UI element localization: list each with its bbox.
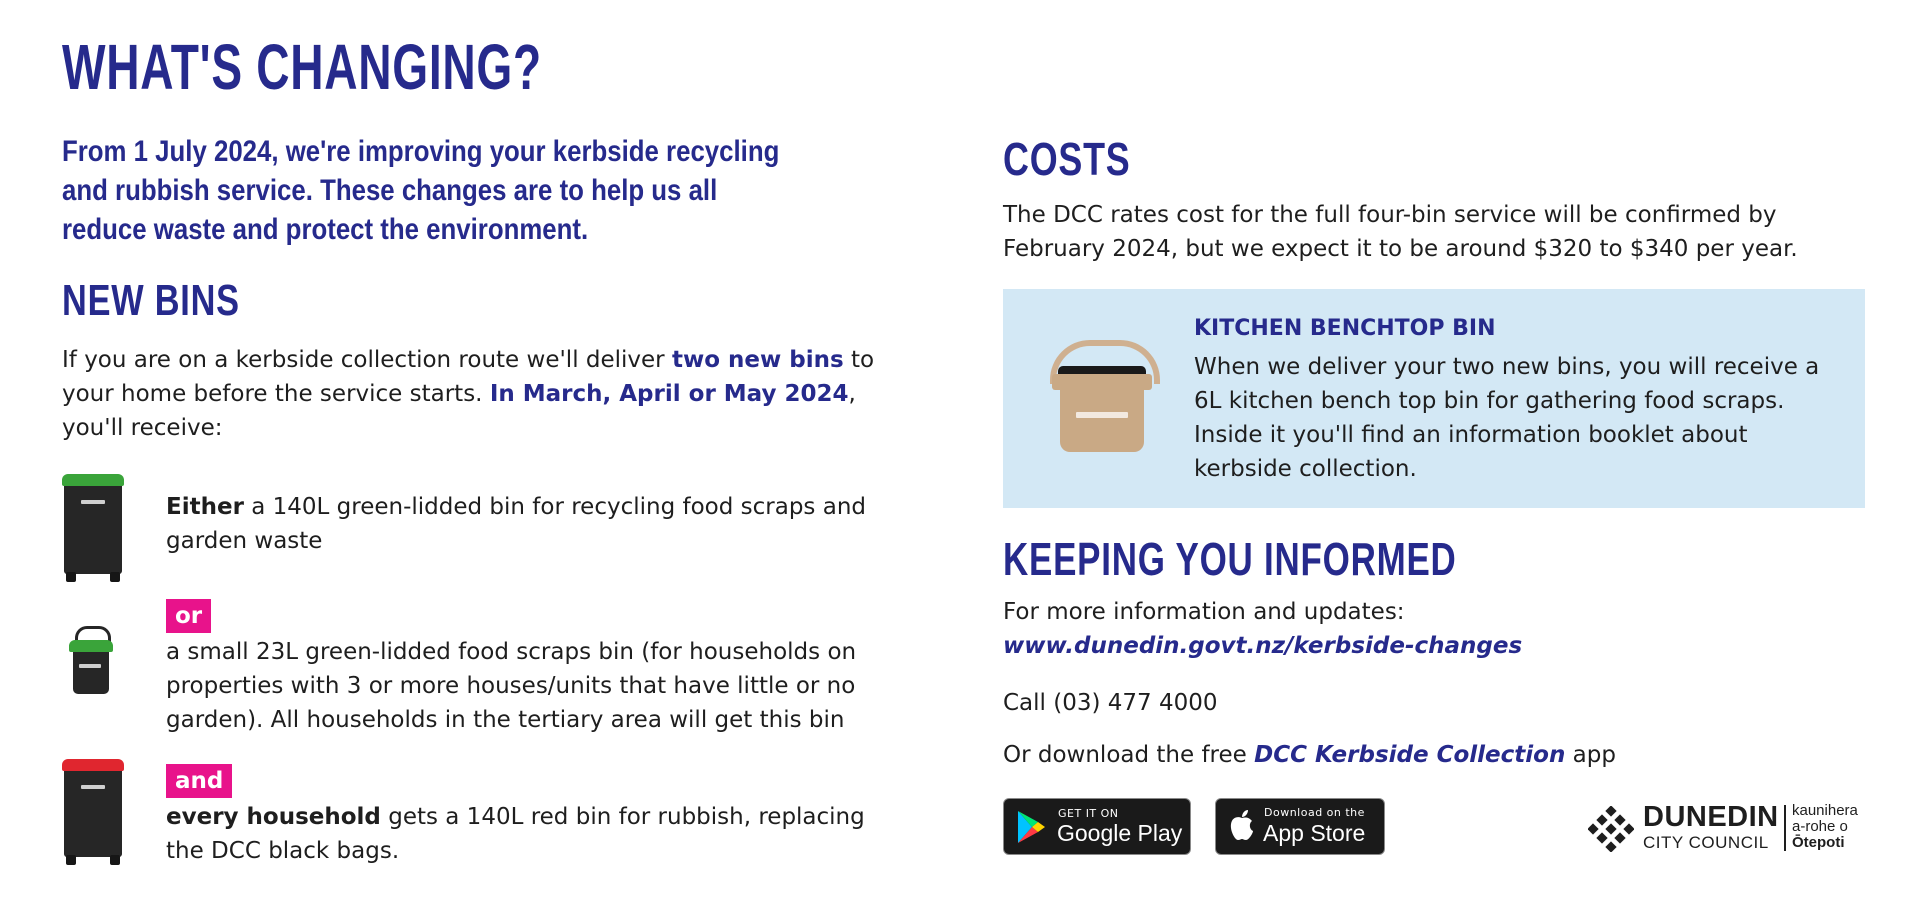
red-bin-icon xyxy=(62,759,124,867)
and-tag: and xyxy=(166,764,232,798)
logo-divider xyxy=(1784,805,1786,851)
red-bin-text: every household gets a 140L red bin for rubbish, replacing the DCC black bags. xyxy=(166,804,865,864)
green-bin-icon xyxy=(62,474,124,584)
google-play-icon xyxy=(1016,810,1046,844)
intro-text: From 1 July 2024, we're improving your kerbside recycling and rubbish service. These changes are to help us all reduce waste and protect the environment. xyxy=(62,135,780,246)
phone-number: Call (03) 477 4000 xyxy=(1003,690,1218,716)
council-crest-icon xyxy=(1588,806,1634,852)
small-bin-text: a small 23L green-lidded food scraps bin (for households on properties with 3 or more houses/units that have little or no garden). All households in the tertiary area will get this bin xyxy=(166,639,857,733)
council-maori-2: a-rohe o xyxy=(1792,818,1848,835)
app-store-small: Download on the xyxy=(1264,806,1365,819)
council-name-2: CITY COUNCIL xyxy=(1643,833,1769,852)
small-food-bin-icon xyxy=(68,626,114,698)
new-bins-paragraph: If you are on a kerbside collection route we'll deliver two new bins to your home before the service starts. In March, April or May 2024, you'll receive: xyxy=(62,347,875,441)
google-play-label: Google Play xyxy=(1057,820,1183,846)
council-maori-1: kaunihera xyxy=(1792,802,1858,819)
or-tag: or xyxy=(166,599,211,633)
app-store-label: App Store xyxy=(1263,820,1366,846)
info-line: For more information and updates: xyxy=(1003,599,1405,625)
new-bins-heading: NEW BINS xyxy=(62,276,240,325)
page-title: WHAT'S CHANGING? xyxy=(62,31,542,103)
kerbside-changes-link[interactable]: www.dunedin.govt.nz/kerbside-changes xyxy=(1003,633,1523,659)
keeping-informed-heading: KEEPING YOU INFORMED xyxy=(1003,533,1457,585)
kitchen-bin-title: KITCHEN BENCHTOP BIN xyxy=(1194,316,1496,341)
council-name-1: DUNEDIN xyxy=(1643,801,1779,833)
apple-icon xyxy=(1228,809,1256,843)
council-maori-3: Ōtepoti xyxy=(1792,834,1845,851)
kitchen-bin-text: When we deliver your two new bins, you will receive a 6L kitchen bench top bin for gathering food scraps. Inside it you'll find an information booklet about kerbside collection. xyxy=(1194,354,1820,482)
costs-heading: COSTS xyxy=(1003,133,1131,185)
google-play-button[interactable] xyxy=(1003,798,1191,855)
app-store-button[interactable] xyxy=(1215,798,1385,855)
app-download-text: Or download the free DCC Kerbside Collection app xyxy=(1003,742,1616,768)
kitchen-benchtop-bin-icon xyxy=(1048,340,1156,458)
google-play-small: GET IT ON xyxy=(1058,807,1119,820)
costs-text: The DCC rates cost for the full four-bin service will be confirmed by February 2024, but we expect it to be around $320 to $340 per year. xyxy=(1003,202,1798,262)
council-logo xyxy=(1588,803,1868,855)
green-bin-text: Either a 140L green-lidded bin for recycling food scraps and garden waste xyxy=(166,494,866,554)
